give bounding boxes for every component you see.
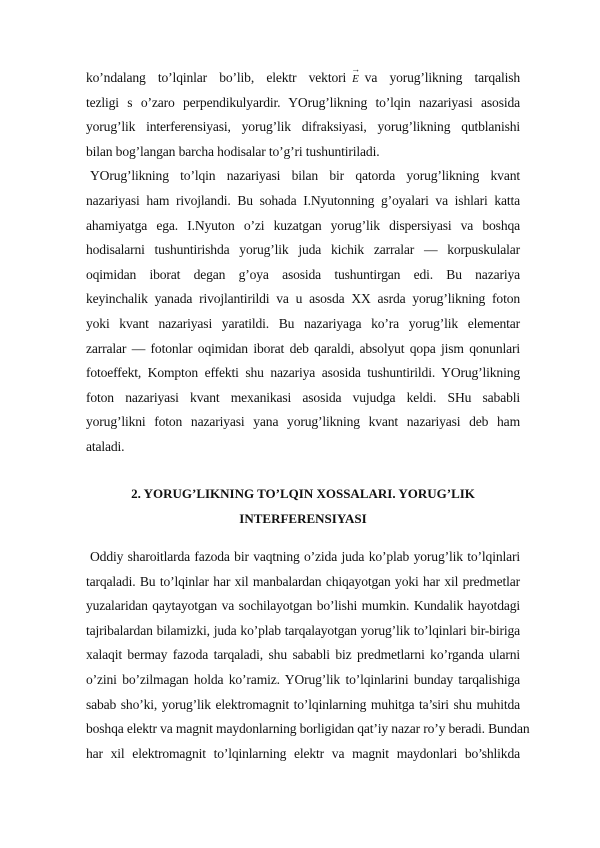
text-line: sabab sho’ki, yorug’lik elektromagnit to’lqinlarning muhitga ta’siri shu muhitda (86, 696, 520, 712)
text-line: tarqaladi. Bu to’lqinlar har xil manbalardan chiqayotgan yoki har xil predmetlar (86, 573, 520, 589)
text-line: boshqa elektr va magnit maydonlarning borligidan qat’iy nazar ro’y beradi. Bundan (86, 721, 530, 737)
text-line: Oddiy sharoitlarda fazoda bir vaqtning o’zida juda ko’plab yorug’lik to’lqinlari (90, 549, 520, 564)
text-line: tajribalardan bilamizki, juda ko’plab tarqalayotgan yorug’lik to’lqinlari bir-biriga (86, 622, 520, 638)
text-line: hodisalarni tushuntirishda yorug’lik juda kichik zarralar — korpuskulalar (86, 242, 520, 258)
text-line: xalaqit bermay fazoda tarqaladi, shu sababli biz predmetlarni ko’rganda ularni (86, 647, 520, 663)
section-heading (86, 481, 520, 531)
text-line: yorug’likni foton nazariyasi yana yorug’likning kvant nazariyasi deb ham (86, 414, 520, 430)
text-line: fotoeffekt, Kompton effekti shu nazariya asosida tushuntirildi. YOrug’likning (86, 365, 520, 381)
text-line: ahamiyatga ega. I.Nyuton o’zi kuzatgan yorug’lik dispersiyasi va boshqa (86, 217, 520, 233)
text-line: yoki kvant nazariyasi yaratildi. Bu nazariyaga ko’ra yorug’lik elementar (86, 315, 520, 331)
text-line: keyinchalik yanada rivojlantirildi va u asosda XX asrda yorug’likning foton (86, 291, 520, 307)
heading-line: 2. YORUG’LIKNING TO’LQIN XOSSALARI. YORUG’LIK (131, 486, 475, 501)
text-line: YOrug’likning to’lqin nazariyasi bilan bir qatorda yorug’likning kvant (90, 168, 520, 184)
text-line: tezligi s o’zaro perpendikulyardir. YOrug’likning to’lqin nazariyasi asosida (86, 94, 520, 110)
text-line: nazariyasi ham rivojlandi. Bu sohada I.Nyutonning g’oyalari va ishlari katta (86, 192, 520, 208)
paragraph-3 (86, 545, 530, 766)
text-line: foton nazariyasi kvant mexanikasi asosida vujudga keldi. SHu sababli (86, 389, 520, 405)
paragraph-1 (86, 66, 520, 164)
text-line: ataladi. (86, 438, 125, 454)
paragraph-2 (86, 164, 520, 459)
text-line: yuzalaridan qaytayotgan va sochilayotgan bo’lishi mumkin. Kundalik hayotdagi (86, 598, 520, 614)
text-line: bilan bog’langan barcha hodisalar to’g’ri tushuntiriladi. (86, 143, 380, 159)
text-line: oqimidan iborat degan g’oya asosida tushuntirgan edi. Bu nazariya (86, 266, 520, 282)
text-line: zarralar — fotonlar oqimidan iborat deb qaraldi, absolyut qopa jism qonunlari (86, 340, 520, 356)
text-line: har xil elektromagnit to’lqinlarning elektr va magnit maydonlari bo’shlikda (86, 745, 520, 761)
heading-line: INTERFERENSIYASI (239, 511, 367, 526)
text-line: ko’ndalang to’lqinlar bo’lib, elektr vektori→ E va yorug’likning tarqalish (86, 66, 520, 91)
text-line: o’zini bo’zilmagan holda ko’ramiz. YOrug’lik to’lqinlarini bunday tarqalishiga (86, 671, 520, 687)
text-line: yorug’lik interferensiyasi, yorug’lik difraksiyasi, yorug’likning qutblanishi (86, 119, 520, 135)
vector-e-symbol: → E (352, 67, 359, 92)
